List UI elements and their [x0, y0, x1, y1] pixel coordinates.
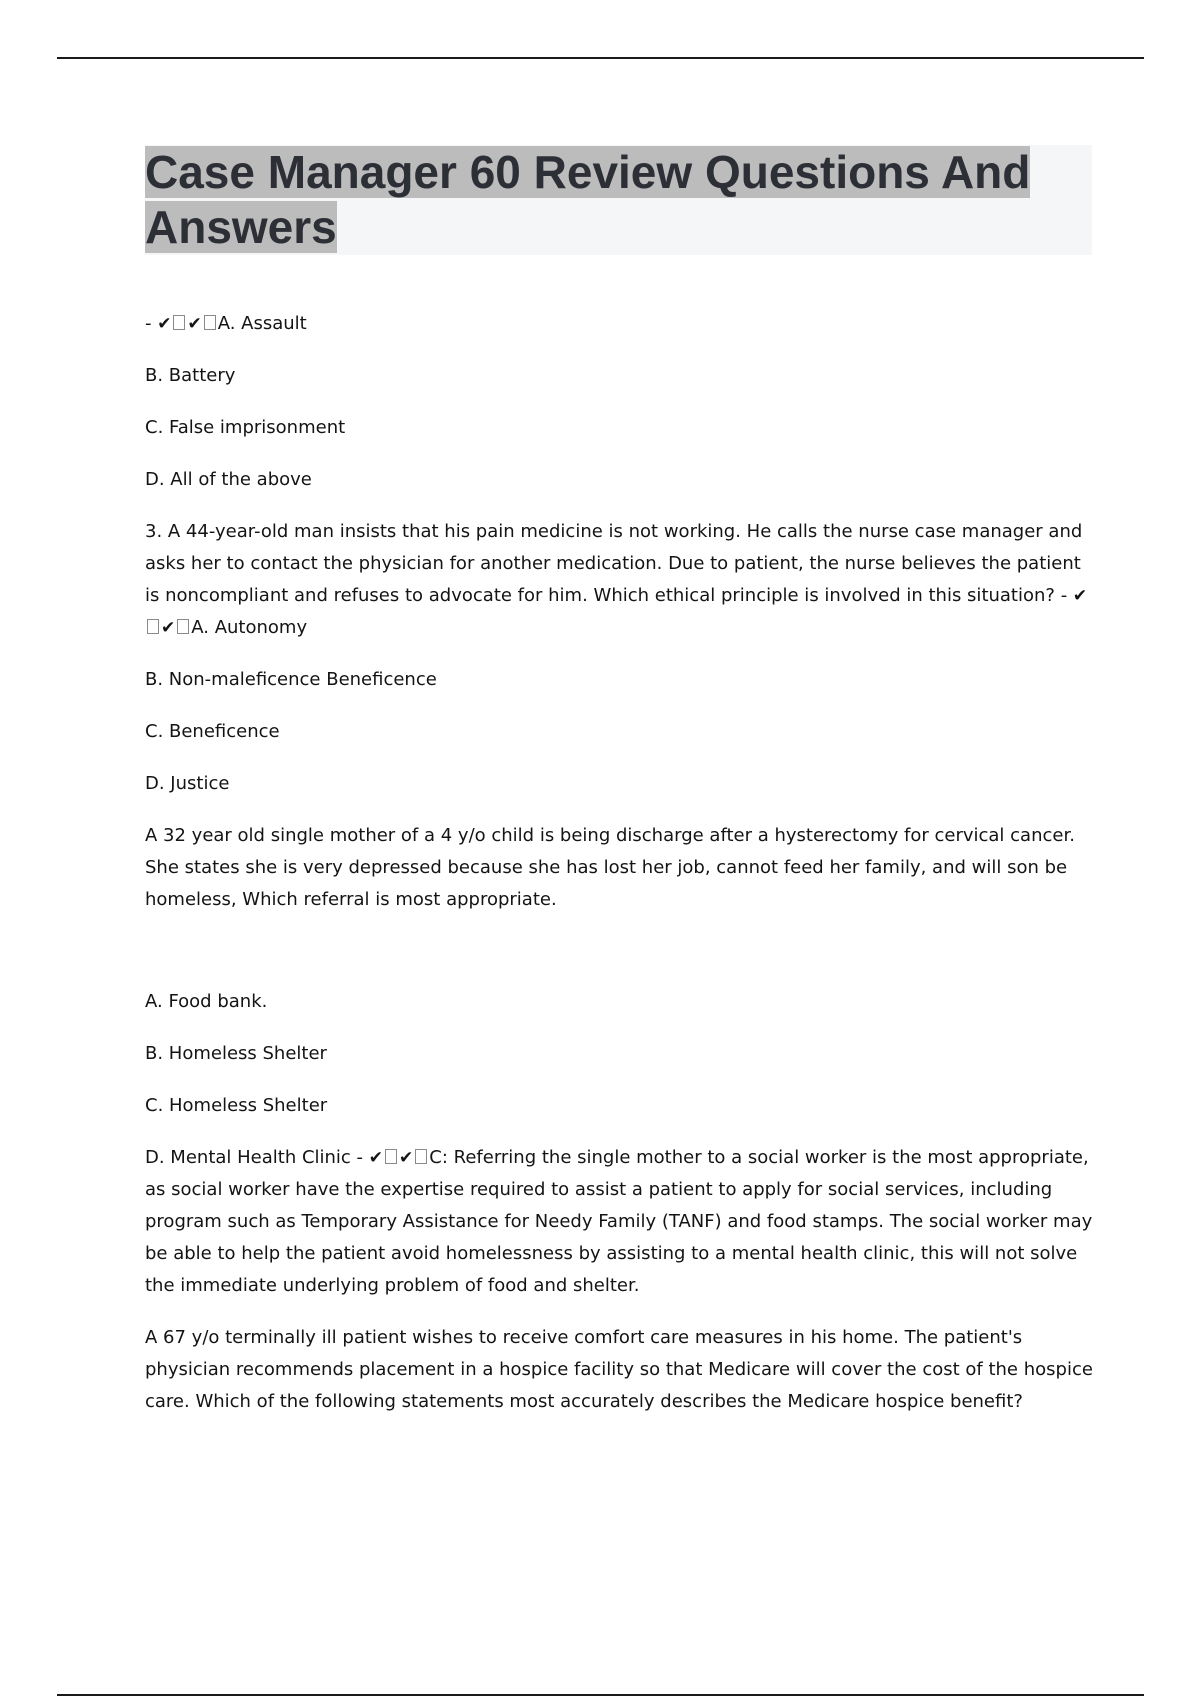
q3-option-c: C. Beneficence [145, 721, 280, 742]
footer-rule [57, 1694, 1144, 1696]
box-icon [204, 315, 216, 330]
document-body [145, 308, 1095, 1438]
q3-stem: 3. A 44-year-old man insists that his pain medicine is not working. He calls the nurse case manager and asks her to contact the physician for another medication. Due to patient, the nurse believes the patient is noncompliant and refuses to advocate for him. Which ethical principle is involved in this situation? - [145, 521, 1083, 606]
box-icon [147, 619, 159, 634]
q4-answer-explanation: C: Referring the single mother to a social worker is the most appropriate, as social worker have the expertise required to assist a patient to apply for social services, including program such as Temporary Assistance for Needy Family (TANF) and food stamps. The social worker may be able to help the patient avoid homelessness by assisting to a mental health clinic, this will not solve the immediate underlying problem of food and shelter. [145, 1147, 1093, 1296]
q1-option-d: D. All of the above [145, 469, 312, 490]
box-icon [385, 1149, 397, 1164]
q3-option-b: B. Non-maleficence Beneficence [145, 669, 437, 690]
q1-answer-line [145, 308, 1095, 340]
check-icon: ✔ [368, 1148, 384, 1168]
check-icon: ✔ [187, 314, 202, 334]
box-icon [177, 619, 189, 634]
box-icon [173, 315, 185, 330]
box-icon [415, 1149, 427, 1164]
check-icon: ✔ [161, 618, 176, 638]
q4-option-d-answer [145, 1142, 1095, 1302]
header-rule [57, 57, 1144, 59]
q1-answer-a: A. Assault [217, 313, 307, 334]
check-icon: ✔ [399, 1148, 414, 1168]
q3-answer-a: A. Autonomy [191, 617, 308, 638]
q4-option-d: D. Mental Health Clinic - [145, 1147, 369, 1168]
check-icon: ✔ [157, 314, 172, 334]
q1-option-b: B. Battery [145, 365, 236, 386]
title-block [145, 145, 1092, 255]
check-icon: ✔ [1072, 586, 1088, 606]
q4-stem: A 32 year old single mother of a 4 y/o child is being discharge after a hysterectomy for cervical cancer. She states she is very depressed because she has lost her job, cannot feed her family, and will son be homeless, Which referral is most appropriate. [145, 825, 1075, 910]
q3-option-d: D. Justice [145, 773, 230, 794]
q5-stem: A 67 y/o terminally ill patient wishes to receive comfort care measures in his home. The patient's physician recommends placement in a hospice facility so that Medicare will cover the cost of the hospice care. Which of the following statements most accurately describes the Medicare hospice benefit? [145, 1327, 1093, 1412]
q1-option-c: C. False imprisonment [145, 417, 346, 438]
q1-prefix: - [145, 313, 158, 334]
title-highlight: Case Manager 60 Review Questions And Answers [145, 146, 1031, 253]
document-title [145, 145, 1092, 255]
q3-question [145, 516, 1095, 644]
q4-option-b: B. Homeless Shelter [145, 1043, 327, 1064]
q4-option-c: C. Homeless Shelter [145, 1095, 328, 1116]
q4-option-a: A. Food bank. [145, 991, 268, 1012]
